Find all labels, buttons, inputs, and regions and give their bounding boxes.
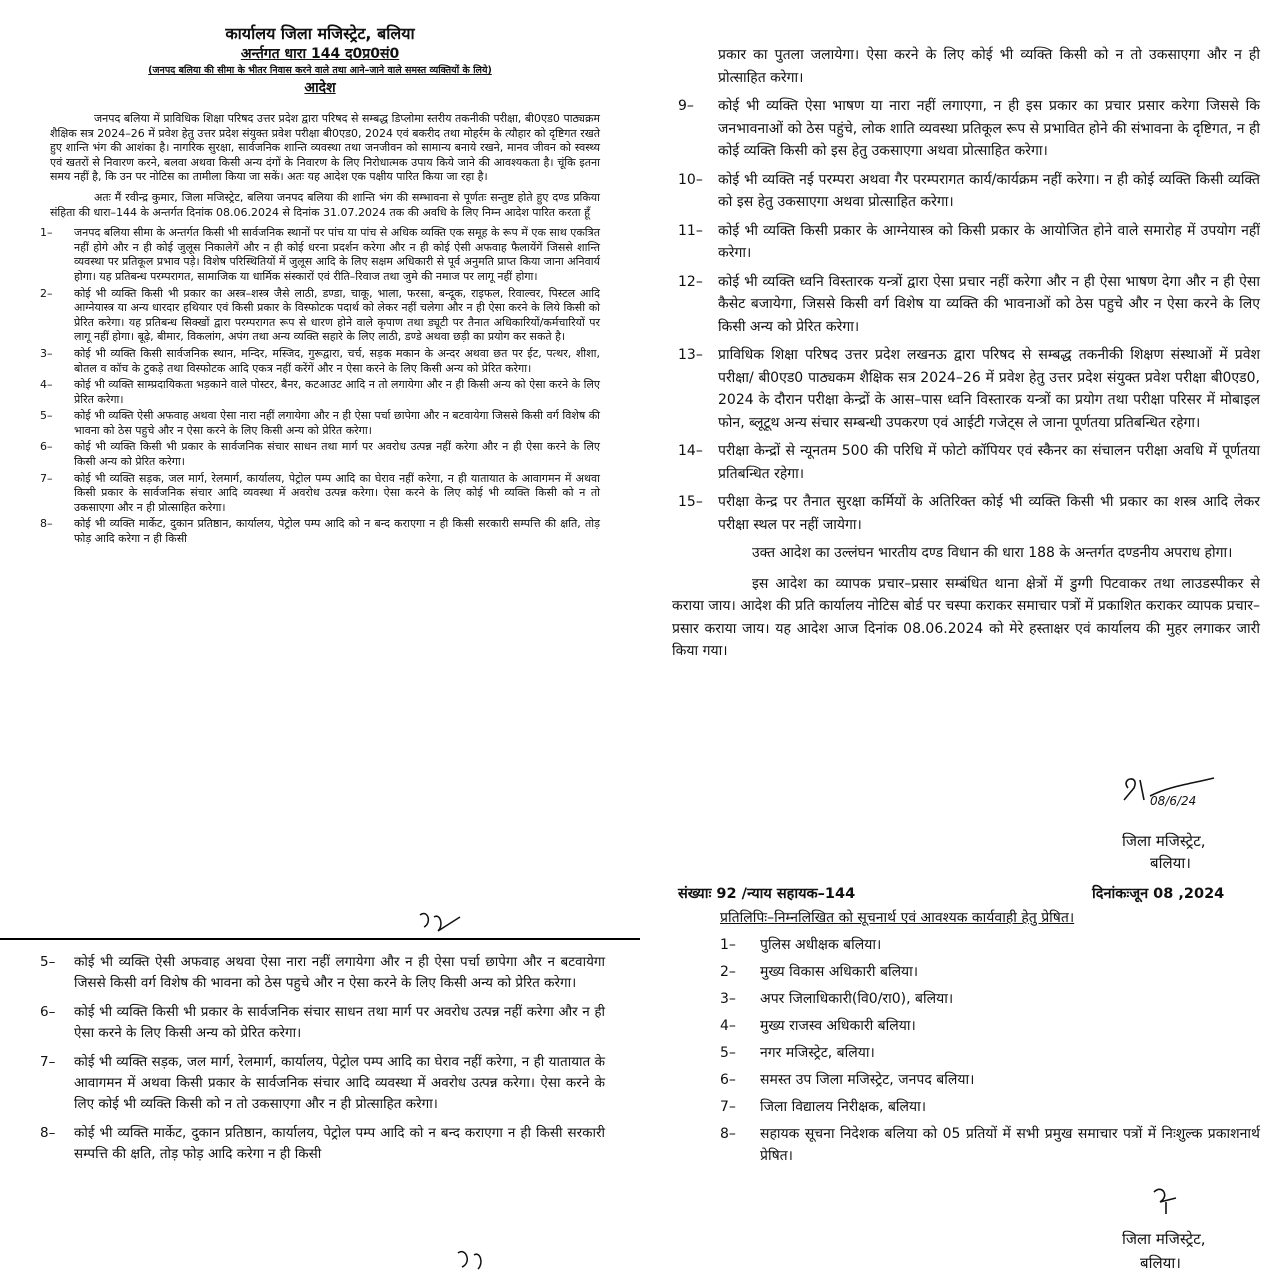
copy-recipient-number: 2– <box>720 964 736 980</box>
order-clause <box>678 95 1260 163</box>
zoomed-order-clause <box>40 1052 605 1115</box>
order-clause <box>40 347 600 376</box>
copy-recipient-number: 4– <box>720 1018 736 1034</box>
order-clause-text: कोई भी व्यक्ति किसी भी प्रकार का अस्त्र–शस्त्र जैसे लाठी, डण्डा, चाकू, भाला, फरसा, बन्दूक, राइफल, रिवाल्वर, पिस्टल आदि आग्नेयास्त्र या अन्य धारदार हथियार एवं किसी प्रकार के विस्फोटक पदार्थ को लेकर नहीं चलेगा और न ही ऐसा करने के लिये किसी को प्रेरित करेगा। यह प्रतिबन्ध सिक्खों द्वारा परम्परागत रूप से धारण होने वाले कृपाण तथा ड्यूटी पर तैनात अधिकारियों/कर्मचारियों पर लागू नहीं होगा। बूढ़े, बीमार, विकलांग, अपंग तथा अन्य व्यक्ति सहारे के लिए लाठी, डण्डे अथवा छड़ी का प्रयोग कर सकते है। <box>74 286 600 344</box>
order-clause-text: कोई भी व्यक्ति ऐसी अफवाह अथवा ऐसा नारा नहीं लगायेगा और न ही ऐसा पर्चा छापेगा और न बटवायेगा जिससे किसी वर्ग विशेष की भावना को ठेस पहुचे और न ऐसा करने के लिए किसी अन्य को प्रेरित करेगा। <box>74 409 600 437</box>
order-clause-number: 3– <box>40 346 53 360</box>
zoomed-order-clause-text: कोई भी व्यक्ति किसी भी प्रकार के सार्वजनिक संचार साधन तथा मार्ग पर अवरोध उत्पन्न नहीं करेगा और न ही ऐसा करने के लिए किसी अन्य को प्रेरित करेगा। <box>74 1004 605 1041</box>
signatory-place: बलिया। <box>1150 854 1191 872</box>
order-clause-number: 8– <box>40 517 53 531</box>
copy-recipient-text: समस्त उप जिला मजिस्ट्रेट, जनपद बलिया। <box>760 1072 975 1088</box>
copy-recipient-number: 7– <box>720 1099 736 1115</box>
copy-to-heading: प्रतिलिपिः–निम्नलिखित को सूचनार्थ एवं आवश्यक कार्यवाही हेतु प्रेषित। <box>720 910 1075 926</box>
order-clause-text: कोई भी व्यक्ति किसी प्रकार के आग्नेयास्त्र को किसी प्रकार के आयोजित होने वाले समारोह में उपयोग नहीं करेगा। <box>718 222 1260 261</box>
order-clause-text: कोई भी व्यक्ति किसी भी प्रकार के सार्वजनिक संचार साधन तथा मार्ग पर अवरोध उत्पन्न नहीं करेगा और न ही ऐसा करने के लिए किसी अन्य को प्रेरित करेगा। <box>74 440 600 469</box>
reference-number: संख्याः 92 /न्याय सहायक–144 <box>678 886 856 902</box>
copy-to-list <box>640 934 1280 1172</box>
order-clause <box>40 409 600 438</box>
copy-recipient <box>720 1042 1260 1064</box>
signatory-title: जिला मजिस्ट्रेट, <box>1122 832 1206 850</box>
copy-recipient <box>720 1015 1260 1037</box>
copy-recipient-text: सहायक सूचना निदेशक बलिया को 05 प्रतियों में सभी प्रमुख समाचार पत्रों में निःशुल्क प्रकाशनार्थ प्रेषित। <box>760 1126 1260 1164</box>
order-clause <box>40 517 600 546</box>
order-clause-number: 7– <box>40 471 53 485</box>
zoomed-order-clause-number: 6– <box>40 1004 56 1020</box>
zoomed-order-clause-text: कोई भी व्यक्ति सड़क, जल मार्ग, रेलमार्ग, कार्यालय, पेट्रोल पम्प आदि का घेराव नहीं करेगा, न ही यातायात के आवागमन में अथवा किसी प्रकार के सार्वजनिक संचार आदि व्यवस्था में अवरोध उत्पन्न करेगा। ऐसा करने के लिए कोई भी व्यक्ति किसी को न तो उकसाएगा और न ही प्रोत्साहित करेगा। <box>74 1054 605 1112</box>
copy-recipient-text: मुख्य राजस्व अधिकारी बलिया। <box>760 1018 916 1034</box>
order-clause-text: परीक्षा केन्द्र पर तैनात सुरक्षा कर्मियों के अतिरिक्त कोई भी व्यक्ति किसी भी प्रकार का शस्त्र आदि लेकर परीक्षा स्थल पर नहीं जायेगा। <box>718 494 1260 533</box>
copy-recipient <box>720 1123 1260 1167</box>
order-clause-text: कोई भी व्यक्ति ध्वनि विस्तारक यन्त्रों द्वारा ऐसा प्रचार नहीं करेगा और न ही ऐसा भाषण देगा और न ही ऐसा कैसेट बजायेगा, जिससे किसी वर्ग विशेष या व्यक्ति की भावनाओं को ठेस पहुचे और न ऐसा करने के लिए किसी अन्य को प्रेरित करेगा। <box>718 273 1260 335</box>
copy-recipient-number: 8– <box>720 1126 736 1142</box>
order-clause-text: जनपद बलिया सीमा के अन्तर्गत किसी भी सार्वजनिक स्थानों पर पांच या पांच से अधिक व्यक्ति एक समूह के रूप में एक साथ एकत्रित नहीं होगे और न ही कोई जुलूस निकालेगें और न ही कोई धरना प्रदर्शन करेगा और न ही कोई ऐसी अफवाह फैलायेंगें जिससे शान्ति व्यवस्था पर प्रतिकूल प्रभाव पड़े। विशेष परिस्थितियों में जुलूस आदि के लिए सक्षम अधिकारी से पूर्व अनुमति प्राप्त किया जाना अनिवार्य होगा। यह प्रतिबन्ध परम्परागत, सामाजिक या धार्मिक संस्कारों एवं रीति–रिवाज तथा जुमे की नमाज पर लागू नहीं होगा। <box>74 226 600 283</box>
order-clause <box>678 344 1260 434</box>
initials-mark <box>410 905 490 940</box>
signatory-title-2: जिला मजिस्ट्रेट, <box>1122 1230 1206 1248</box>
zoomed-order-list <box>0 952 640 1165</box>
order-clause <box>40 378 600 407</box>
order-clause-number: 6– <box>40 440 53 454</box>
office-heading: कार्यालय जिला मजिस्ट्रेट, बलिया <box>225 24 415 43</box>
initials-mark-right <box>1140 1180 1200 1220</box>
order-heading: आदेश <box>304 80 336 96</box>
order-clause <box>40 440 600 469</box>
scope-heading: (जनपद बलिया की सीमा के भीतर निवास करने वाले तथा आने–जाने वाले समस्त व्यक्तियों के लिये) <box>148 65 492 76</box>
copy-recipient-text: जिला विद्यालय निरीक्षक, बलिया। <box>760 1099 927 1115</box>
reference-date: दिनांकःजून 08 ,2024 <box>1092 886 1225 902</box>
order-clause <box>678 491 1260 536</box>
order-clause-number: 10– <box>678 171 703 188</box>
order-clause <box>678 271 1260 339</box>
order-clause-text: कोई भी व्यक्ति नई परम्परा अथवा गैर परम्परागत कार्य/कार्यक्रम नहीं करेगा। न ही कोई व्यक्ति किसी व्यक्ति को इस हेतु उकसाएगा अथवा प्रोत्साहित करेगा। <box>718 171 1260 210</box>
order-clause <box>678 169 1260 214</box>
order-clause <box>678 220 1260 265</box>
continuation-text: प्रकार का पुतला जलायेगा। ऐसा करने के लिए कोई भी व्यक्ति किसी को न तो उकसाएगा और न ही प्रोत्साहित करेगा। <box>718 47 1260 86</box>
order-clause-number: 14– <box>678 443 703 459</box>
order-clause-text: कोई भी व्यक्ति साम्प्रदायिकता भड़काने वाले पोस्टर, बैनर, कटआउट आदि न तो लगायेगा और न ही किसी अन्य को ऐसा करने के लिए प्रेरित करेगा। <box>74 378 600 406</box>
copy-recipient-text: नगर मजिस्ट्रेट, बलिया। <box>760 1045 875 1061</box>
zoomed-order-clause <box>40 1123 605 1165</box>
zoomed-order-clause-text: कोई भी व्यक्ति मार्केट, दुकान प्रतिष्ठान, कार्यालय, पेट्रोल पम्प आदि को न बन्द कराएगा न ही किसी सरकारी सम्पत्ति की क्षति, तोड़ फोड़ आदि करेगा न ही किसी <box>74 1125 605 1162</box>
zoomed-order-clause <box>40 1002 605 1044</box>
order-clause-number: 13– <box>678 347 703 363</box>
intro-paragraph-2: अतः मैं रवीन्द्र कुमार, जिला मजिस्ट्रेट, बलिया जनपद बलिया की शान्ति भंग की सम्भावना से पूर्णतः सन्तुष्ट होते हुए दण्ड प्रकिया संहिता की धारा–144 के अन्तर्गत दिनांक 08.06.2024 से दिनांक 31.07.2024 तक की अवधि के लिए निम्न आदेश पारित करता हूँ <box>50 190 600 219</box>
order-page-left <box>0 0 640 940</box>
order-clause-text: कोई भी व्यक्ति किसी सार्वजनिक स्थान, मन्दिर, मस्जिद, गुरूद्वारा, चर्च, सड़क मकान के अन्दर अथवा छत पर ईट, पत्थर, शीशा, बोतल व कॉच के टुकड़े तथा विस्फोटक आदि एकत्र नहीं करेंगें और न ऐसा करने के लिए किसी अन्य को प्रेरित करेगा। <box>74 346 600 375</box>
order-clause-text: परीक्षा केन्द्रों से न्यूनतम 500 की परिधि में फोटो कॉपियर एवं स्कैनर का संचालन परीक्षा अवधि में पूर्णतया प्रतिबन्धित रहेगा। <box>718 443 1260 482</box>
copy-recipient-number: 1– <box>720 937 736 953</box>
copy-recipient <box>720 1069 1260 1091</box>
order-clause <box>678 440 1260 485</box>
zoomed-order-clause-text: कोई भी व्यक्ति ऐसी अफवाह अथवा ऐसा नारा नहीं लगायेगा और न ही ऐसा पर्चा छापेगा और न बटवायेगा जिससे किसी वर्ग विशेष की भावना को ठेस पहुचे और न ऐसा करने के लिए किसी अन्य को प्रेरित करेगा। <box>74 954 605 991</box>
order-clause-text: कोई भी व्यक्ति ऐसा भाषण या नारा नहीं लगाएगा, न ही इस प्रकार का प्रचार प्रसार करेगा जिससे कि जनभावनाओं को ठेस पहुंचे, लोक शाति व्यवस्था प्रतिकूल रूप से प्रभावित होने की संभावना के दृष्टिगत, न ही कोई व्यक्ति किसी को इस हेतु उकसाएगा अथवा प्रोत्साहित करेगा। <box>718 98 1260 159</box>
order-clause-number: 1– <box>40 226 53 240</box>
order-clause-number: 15– <box>678 494 703 510</box>
copy-recipient-number: 6– <box>720 1072 736 1088</box>
initials-mark-zoomed <box>450 1245 530 1275</box>
order-clause-text: कोई भी व्यक्ति सड़क, जल मार्ग, रेलमार्ग, कार्यालय, पेट्रोल पम्प आदि का घेराव नहीं करेगा, न ही यातायात के आवागमन में अथवा किसी प्रकार के सार्वजनिक संचार आदि व्यवस्था में अवरोध उत्पन्न करेगा। ऐसा करने के लिए कोई भी व्यक्ति किसी को न तो उकसाएगा और न ही प्रोत्साहित करेगा। <box>74 471 600 514</box>
order-clause-number: 4– <box>40 378 53 392</box>
order-clause-number: 9– <box>678 98 694 114</box>
order-clause-text: प्राविधिक शिक्षा परिषद उत्तर प्रदेश लखनऊ द्वारा परिषद से सम्बद्ध तकनीकी शिक्षण संस्थाओं में प्रवेश परीक्षा/ बी0एड0 पाठ्यकम शैक्षिक सत्र 2024–26 में प्रवेश हेतु उत्तर प्रदेश संयुक्त प्रवेश परीक्षा बी0एड0, 2024 के दौरान परीक्षा केन्द्रों के आस–पास ध्वनि विस्तारक यन्त्रों का प्रयोग तथा परीक्षा परिसर में मोबाइल फोन, ब्लूटूथ अन्य संचार सम्बन्धी उपकरण एवं आईटी गजेट्स ले जाना पूर्णतया प्रतिबन्धित रहेगा। <box>718 347 1260 431</box>
copy-recipient <box>720 961 1260 983</box>
copy-recipient-text: पुलिस अधीक्षक बलिया। <box>760 937 882 953</box>
order-page-left-zoomed <box>0 940 640 1280</box>
right-order-list <box>640 95 1280 536</box>
intro-paragraph-1: जनपद बलिया में प्राविधिक शिक्षा परिषद उत्तर प्रदेश द्वारा परिषद से सम्बद्ध डिप्लोमा स्तरीय तकनीकी परीक्षा, बी0एड0 पाठ्यक्रम शैक्षिक सत्र 2024–26 में प्रवेश हेतु उत्तर प्रदेश संयुक्त प्रवेश परीक्षा बी0एड0, 2024 एवं बकरीद तथा मोहर्रम के त्यौहार को दृष्टिगत रखते हुए शान्ति भंग की आशंका है। नागरिक सुरक्षा, सार्वजनिक शान्ति व्यवस्था तथा जनजीवन को सामान्य बनाये रखने, मानव जीवन को स्वस्थ्य एवं खतरों से निवारण करने, बलवा अथवा किसी अन्य दंगों के निवारण के लिए निरोधात्मक उपाय किये जाने की आवश्यकता है। चूंकि इतना समय नहीं है, कि उन पर नोटिस का तामीला किया जा सकें। अतः यह आदेश एक पक्षीय पारित किया जा रहा है। <box>50 112 600 184</box>
zoomed-order-clause-number: 8– <box>40 1125 56 1141</box>
order-page-right <box>640 0 1280 1280</box>
zoomed-order-clause-number: 5– <box>40 954 56 970</box>
copy-recipient-number: 3– <box>720 991 736 1007</box>
copy-recipient <box>720 1096 1260 1118</box>
order-clause-number: 11– <box>678 222 703 239</box>
copy-recipient <box>720 934 1260 956</box>
violation-paragraph: उक्त आदेश का उल्लंघन भारतीय दण्ड विधान की धारा 188 के अन्तर्गत दण्डनीय अपराध होगा। <box>752 545 1233 561</box>
order-clause <box>40 287 600 345</box>
section-heading: अर्न्तगत धारा 144 द0प्र0सं0 <box>240 46 400 62</box>
zoomed-order-clause <box>40 952 605 994</box>
order-clause <box>40 226 600 284</box>
signatory-place-2: बलिया। <box>1140 1254 1181 1272</box>
left-order-list <box>0 226 640 546</box>
publicity-paragraph: इस आदेश का व्यापक प्रचार–प्रसार सम्बंधित थाना क्षेत्रों में डुग्गी पिटवाकर तथा लाउडस्पीकर से कराया जाय। आदेश की प्रति कार्यालय नोटिस बोर्ड पर चस्पा कराकर समाचार पत्रों में प्रकाशित कराकर व्यापक प्रचार–प्रसार कराया जाय। यह आदेश आज दिनांक 08.06.2024 को मेरे हस्ताक्षर एवं कार्यालय की मुहर लगाकर जारी किया गया। <box>672 575 1260 659</box>
copy-recipient-number: 5– <box>720 1045 736 1061</box>
signature-date: 08/6/24 <box>1150 794 1197 808</box>
zoomed-order-clause-number: 7– <box>40 1054 56 1070</box>
copy-recipient-text: मुख्य विकास अधिकारी बलिया। <box>760 964 919 980</box>
order-clause-text: कोई भी व्यक्ति मार्केट, दुकान प्रतिष्ठान, कार्यालय, पेट्रोल पम्प आदि को न बन्द कराएगा न ही किसी सरकारी सम्पत्ति की क्षति, तोड़ फोड़ आदि करेगा न ही किसी <box>74 517 600 546</box>
copy-recipient-text: अपर जिलाधिकारी(वि0/रा0), बलिया। <box>760 991 954 1007</box>
order-clause-number: 2– <box>40 286 53 300</box>
order-clause-number: 5– <box>40 409 53 423</box>
order-clause <box>40 472 600 516</box>
copy-recipient <box>720 988 1260 1010</box>
order-clause-number: 12– <box>678 273 703 290</box>
